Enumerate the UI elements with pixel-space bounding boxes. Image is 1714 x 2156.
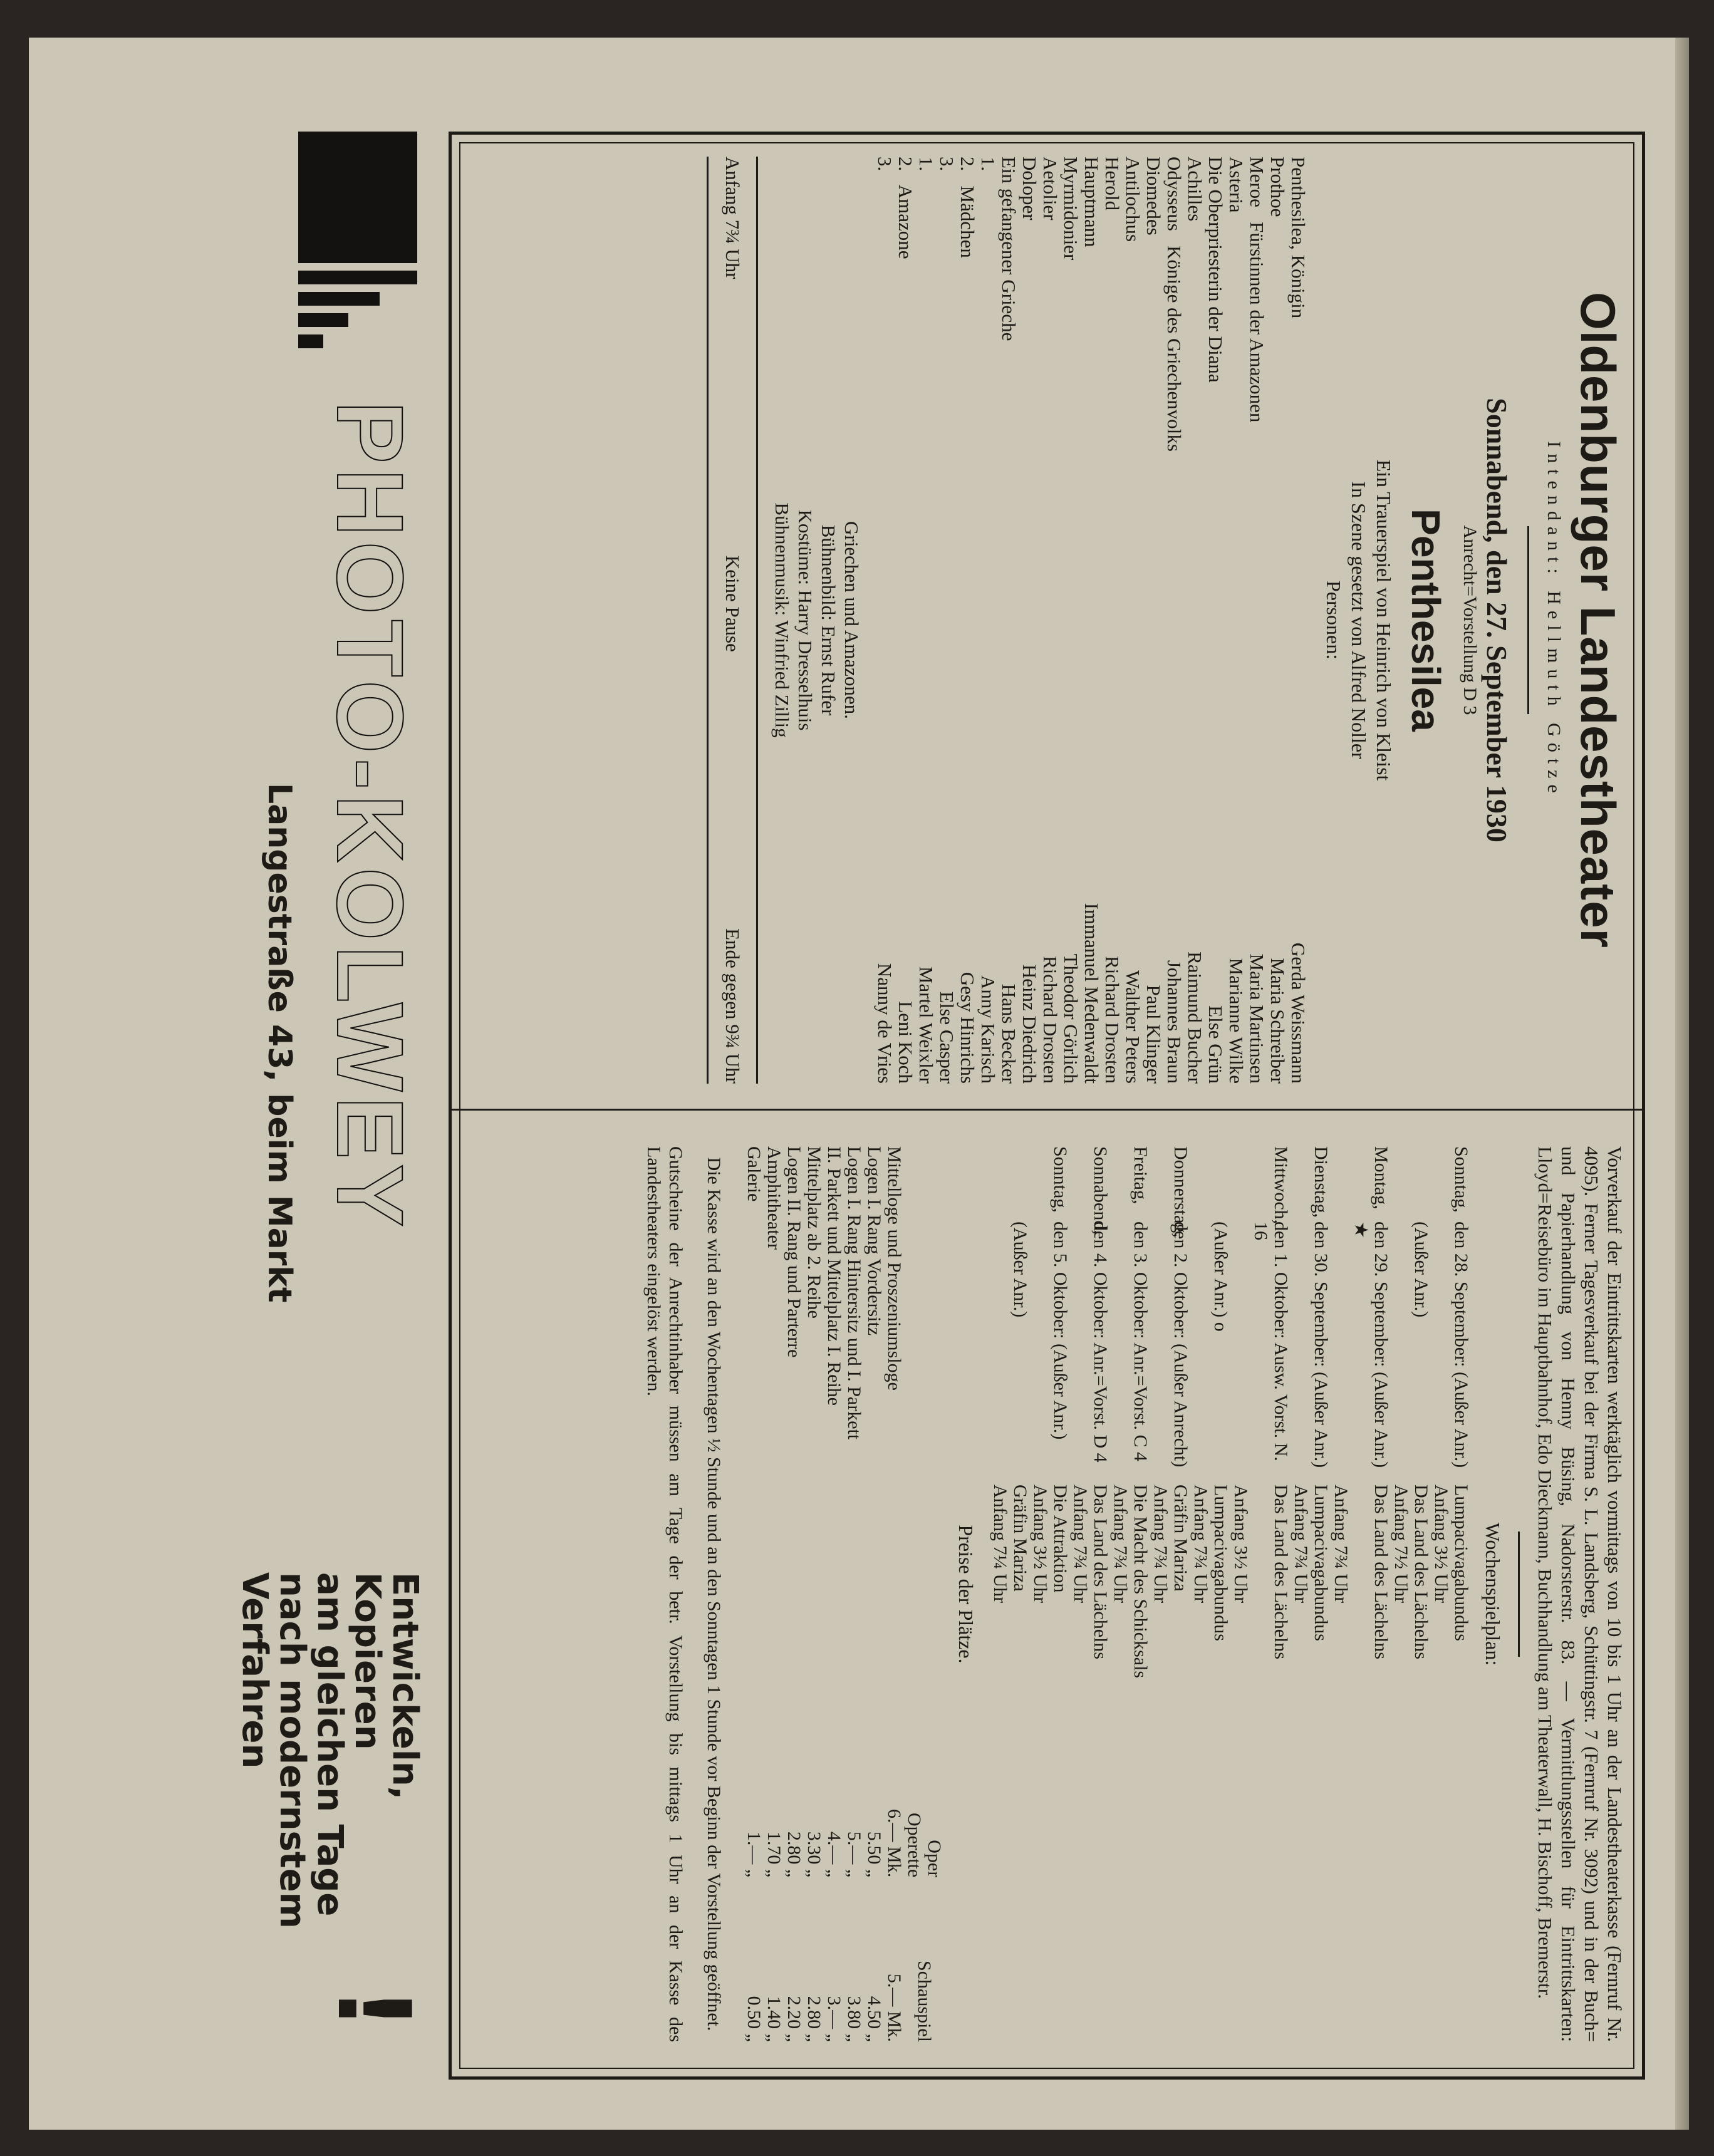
cast-role: Die Oberpriesterin der Diana [1205, 157, 1227, 383]
performance-date: Sonnabend, den 27. September 1930 [1481, 398, 1513, 842]
schedule-title: Wochenspielplan: [1482, 1522, 1504, 1666]
price-row [764, 1146, 784, 2042]
cast-actor: Immanuel Medenwaldt [1081, 903, 1103, 1084]
schedule-day [1230, 1146, 1250, 1221]
schedule-play: Anfang 7½ Uhr [1391, 1485, 1411, 1604]
cast-role: Doloper [1019, 157, 1041, 220]
schedule-date: den 30. September: (Außer Anr.) [1311, 1221, 1331, 1468]
intendant: Intendant: Hellmuth Götze [1544, 441, 1564, 799]
schedule-play: Das Land des Lächelns [1411, 1485, 1431, 1660]
price-row [844, 1146, 864, 2042]
schedule-day [1070, 1146, 1090, 1221]
price-schauspiel: 4.50 „ [864, 1996, 885, 2042]
performance-column [694, 157, 1626, 1084]
cast-row [1288, 157, 1309, 1084]
price-row [824, 1146, 844, 2042]
cast-actor: Johannes Braun [1163, 960, 1185, 1084]
cast-row [1143, 157, 1164, 1084]
cast-row [1205, 157, 1226, 1084]
schedule-play: Das Land des Lächelns [1270, 1485, 1291, 1660]
cast-role: Asteria [1225, 157, 1247, 213]
schedule-day [990, 1146, 1010, 1221]
schedule-play: Anfang 7¼ Uhr [990, 1485, 1010, 1604]
cast-row [1102, 157, 1123, 1084]
cast-row [895, 157, 916, 1084]
price-place: II. Parkett und Mittelplatz I. Reihe [824, 1146, 844, 1406]
cast-row [1040, 157, 1061, 1084]
schedule-row [1090, 1146, 1110, 2042]
cast-row [1185, 157, 1205, 1084]
schedule-row [1331, 1146, 1351, 2042]
cast-actor: Walther Peters [1122, 970, 1144, 1084]
schedule-date [1331, 1221, 1351, 1485]
schedule-date: den 3. Oktober: Anr.=Vorst. C 4 [1130, 1221, 1151, 1462]
schedule-row [1311, 1146, 1331, 2042]
rotated-content [142, 119, 1670, 2155]
cast-actor: Raimund Bucher [1184, 951, 1206, 1084]
cast-row [1123, 157, 1143, 1084]
price-oper: 5.50 „ [864, 1831, 885, 1878]
schedule-date: (Außer Anr.) [1010, 1221, 1031, 1318]
price-schauspiel: 0.50 „ [744, 1996, 764, 2042]
cast-row [1081, 157, 1102, 1084]
play-title: Penthesilea [1403, 509, 1448, 732]
cast-row [957, 157, 978, 1084]
schedule-day: Freitag, [1130, 1146, 1151, 1205]
cast-role: Aetolier [1039, 157, 1061, 220]
schedule-play: Gräfin Mariza [1170, 1485, 1191, 1592]
cast-row [1019, 157, 1040, 1084]
cast-actor: Maria Schreiber [1267, 958, 1289, 1084]
schedule-day [1291, 1146, 1311, 1221]
cast-role: Prothoe [1267, 157, 1289, 217]
voucher-note: Gutscheine der Anrechtinhaber müssen am Tage der betr. Vorstellung bis mittags 1 Uhr an der Kasse des Landestheaters eingelöst werden. [643, 1146, 686, 2042]
cast-role: 3. [936, 157, 958, 172]
cast-role: 2. Mädchen [957, 157, 979, 258]
weekly-schedule [990, 1146, 1471, 2042]
schedule-day [1391, 1146, 1411, 1221]
price-schauspiel: 3.80 „ [844, 1996, 865, 2042]
cast-actor: Hans Becker [998, 983, 1020, 1084]
schedule-day [1110, 1146, 1130, 1221]
price-row [744, 1146, 764, 2042]
ad-company-name: PHOTO-KOLWEY [318, 401, 423, 1232]
schedule-date [1190, 1221, 1210, 1485]
schedule-day: Montag, [1371, 1146, 1391, 1210]
cast-actor: Heinz Diedrich [1019, 964, 1041, 1084]
cast-row [1164, 157, 1185, 1084]
performance-times [721, 157, 744, 1084]
cast-row [978, 157, 999, 1084]
cast-row [916, 157, 937, 1084]
price-schauspiel: 1.40 „ [764, 1996, 784, 2042]
cast-role: Antilochus [1122, 157, 1144, 242]
price-schauspiel: 2.80 „ [804, 1996, 824, 2042]
schedule-date [1030, 1221, 1050, 1485]
schedule-date: den 4. Oktober: Anr.=Vorst. D 4 [1090, 1221, 1111, 1463]
subscription: Anrecht=Vorstellung D 3 [1460, 525, 1480, 715]
schedule-play: Das Land des Lächelns [1371, 1485, 1391, 1660]
price-row [784, 1146, 804, 2042]
schedule-day: Mittwoch, [1270, 1146, 1291, 1225]
cast-role: Achilles [1184, 157, 1206, 222]
schedule-day [1150, 1146, 1170, 1221]
schedule-play: Lumpacivagabundus [1311, 1485, 1331, 1641]
schedule-play: Anfang 7¾ Uhr [1190, 1485, 1211, 1604]
schedule-row [1431, 1146, 1451, 2042]
cast-row [1267, 157, 1288, 1084]
schedule-date: den 5. Oktober: (Außer Anr.) [1050, 1221, 1071, 1440]
schedule-date: den 1. Oktober: Ausw. Vorst. N. 16 [1250, 1221, 1291, 1461]
schedule-row [1291, 1146, 1311, 2042]
price-place: Galerie [744, 1146, 764, 1202]
cast-actor: Gesy Hinrichs [957, 972, 979, 1084]
cast-actor: Maria Martinsen [1246, 953, 1268, 1084]
cast-role: Penthesilea, Königin [1287, 157, 1309, 319]
cast-role: Myrmidonier [1060, 157, 1082, 261]
schedule-day [1331, 1146, 1351, 1221]
schedule-row [1230, 1146, 1250, 2042]
price-oper: 1.70 „ [764, 1831, 784, 1878]
schedule-row [1250, 1146, 1291, 2042]
schedule-date [990, 1221, 1010, 1485]
schedule-day: Donnerstag, [1170, 1146, 1191, 1238]
schedule-date [1110, 1221, 1130, 1485]
schedule-date [1150, 1221, 1170, 1485]
cast-actor: Richard Drosten [1039, 955, 1061, 1084]
schedule-row [1150, 1146, 1170, 2042]
schedule-day: Dienstag, [1311, 1146, 1331, 1218]
cast-actor: Nanny de Vries [874, 963, 896, 1084]
credits: Griechen und Amazonen. Bühnenbild: Ernst Rufer Kostüme: Harry Dresselhuis Bühnenmusik: Winfried Zillig [771, 502, 863, 738]
column-divider [449, 1109, 1645, 1111]
cast-row [1061, 157, 1081, 1084]
price-place: Mittelloge und Proszeniumsloge [884, 1146, 905, 1391]
cast-role: Diomedes [1143, 157, 1165, 236]
cast-actor: Richard Drosten [1101, 955, 1123, 1084]
schedule-day [1030, 1146, 1050, 1221]
schedule-date: den 28. September: (Außer Anr.) [1451, 1221, 1472, 1468]
price-oper: 6.— Mk. [884, 1809, 905, 1878]
schedule-date [1291, 1221, 1311, 1485]
prices-title: Preise der Plätze. [955, 1525, 977, 1664]
cast-actor: Theodor Görlich [1060, 953, 1082, 1084]
schedule-date [1391, 1221, 1411, 1485]
schedule-play: Lumpacivagabundus [1451, 1485, 1472, 1641]
schedule-row [1391, 1146, 1411, 2042]
schedule-day [1431, 1146, 1451, 1221]
schedule-play: Anfang 3½ Uhr [1030, 1485, 1051, 1604]
schedule-play: Die Attraktion [1050, 1485, 1071, 1593]
price-row [804, 1146, 824, 2042]
cast-actor: Else Grün [1205, 1005, 1227, 1084]
schedule-date: (Außer Anr.) [1411, 1221, 1431, 1318]
schedule-row [1030, 1146, 1050, 2042]
schedule-day [1210, 1146, 1230, 1221]
cast-row [999, 157, 1019, 1084]
schedule-date [1431, 1221, 1451, 1485]
price-table: Oper Operette Schauspiel Mittelloge und Proszeniumsloge 6.— Mk. 5.— Mk. Logen I. Rang Vordersitz 5.50 „ 4.50 „ Logen I. Rang Hintersitz und I. Parkett 5.— „ 3.80 „ II. Parkett und Mittelplatz I. Reihe 4.— „ 3.— „ Mittelplatz ab 2. Reihe 3.30 „ 2.80 „ Logen II. Rang und Parterre 2.80 „ 2.20 „ Amphitheater 1.70 „ 1.40 „ Galerie 1.— „ 0.50 „ [744, 1146, 945, 2042]
schedule-date [1070, 1221, 1090, 1485]
schedule-play: Anfang 7¾ Uhr [1291, 1485, 1311, 1604]
cast-actor: Marianne Wilke [1225, 958, 1247, 1084]
cast-list [875, 157, 1309, 1084]
schedule-row [1210, 1146, 1230, 2042]
schedule-date: den 29. September: (Außer Anr.) ★ [1351, 1221, 1391, 1468]
schedule-play: Anfang 7¾ Uhr [1331, 1485, 1351, 1604]
schedule-day [1190, 1146, 1210, 1221]
cast-actor: Else Casper [936, 991, 958, 1084]
schedule-row [1050, 1146, 1070, 2042]
schedule-row [1190, 1146, 1210, 2042]
cast-row [875, 157, 895, 1084]
price-oper: 5.— „ [844, 1831, 865, 1878]
cast-actor: Martel Weixler [915, 966, 937, 1084]
schedule-play: Lumpacivagabundus [1210, 1485, 1231, 1641]
price-row [864, 1146, 884, 2042]
schedule-date [1230, 1221, 1250, 1485]
price-place: Logen II. Rang und Parterre [784, 1146, 804, 1358]
price-schauspiel: 2.20 „ [784, 1996, 804, 2042]
price-oper: 2.80 „ [784, 1831, 804, 1878]
cast-row [937, 157, 957, 1084]
schedule-play: Anfang 3½ Uhr [1431, 1485, 1452, 1604]
cast-actor: Gerda Weissmann [1287, 942, 1309, 1084]
info-column [643, 1146, 1626, 2042]
cast-role: 1. [915, 157, 937, 172]
ad-address: Langestraße 43, beim Markt [261, 783, 298, 1303]
cast-role: Ein gefangener Grieche [998, 157, 1020, 341]
schedule-day [1010, 1146, 1030, 1221]
schedule-row [1351, 1146, 1391, 2042]
schedule-row [1070, 1146, 1090, 2042]
play-director: In Szene gesetzt von Alfred Noller [1348, 481, 1370, 759]
cast-role: 1. [977, 157, 999, 172]
ad-slogan: Entwickeln, Kopieren am gleichen Tage nach modernstem Verfahren [234, 1572, 425, 1929]
exclamation-mark-icon: ! [315, 1986, 432, 2031]
schedule-row [1451, 1146, 1471, 2042]
schedule-row [990, 1146, 1010, 2042]
price-oper: 3.30 „ [804, 1831, 824, 1878]
schedule-day: Sonntag, [1050, 1146, 1071, 1213]
cast-row [1226, 157, 1247, 1084]
play-subtitle: Ein Trauerspiel von Heinrich von Kleist [1373, 459, 1395, 781]
schedule-day: Sonntag, [1451, 1146, 1472, 1213]
schedule-day [1411, 1146, 1431, 1221]
persons-label: Personen: [1322, 580, 1345, 660]
cast-actor: Anny Karisch [977, 975, 999, 1084]
cast-row [1247, 157, 1267, 1084]
schedule-row [1170, 1146, 1190, 2042]
price-schauspiel: 5.— Mk. [884, 1973, 905, 2042]
cast-actor: Paul Klinger [1143, 985, 1165, 1084]
schedule-day: Sonnabend, [1090, 1146, 1111, 1235]
schedule-play: Anfang 7¾ Uhr [1150, 1485, 1171, 1604]
theater-name: Oldenburger Landestheater [1571, 292, 1626, 948]
schedule-play: Die Macht des Schicksals [1130, 1485, 1151, 1679]
price-oper: 4.— „ [824, 1831, 844, 1878]
presale-info: Vorverkauf der Eintrittskarten werktäglich vormittags von 10 bis 1 Uhr an der Landestheaterkasse (Fernruf Nr. 4095). Ferner Tagesverkauf bei der Firma S. L. Landsberg, Schüttingstr. 7 (Fernruf Nr. 3092) und in der Buch= und Papierhandlung von Henny Büsing, Nadorsterstr. 83. — Vermittlungsstellen für Eintrittskarten: Lloyd=Reisebüro im Hauptbahnhof, Edo Dieckmann, Buchhandlung am Theaterwall, H. Bischoff, Bremerstr. [1534, 1146, 1626, 2042]
schedule-play: Anfang 7¾ Uhr [1110, 1485, 1131, 1604]
cast-actor: Leni Koch [895, 1001, 917, 1084]
price-place: Mittelplatz ab 2. Reihe [804, 1146, 824, 1319]
cast-role: Herold [1101, 157, 1123, 211]
cast-role: Odysseus Könige des Griechenvolks [1163, 157, 1185, 452]
schedule-play: Anfang 7¾ Uhr [1070, 1485, 1091, 1604]
price-place: Logen I. Rang Hintersitz und I. Parkett [844, 1146, 865, 1440]
schedule-play: Das Land des Lächelns [1090, 1485, 1111, 1660]
program-page [29, 38, 1689, 2130]
schedule-play: Anfang 3½ Uhr [1230, 1485, 1251, 1604]
box-office-note: Die Kasse wird an den Wochentagen ½ Stunde und an den Sonntagen 1 Stunde vor Beginn der Vorstellung geöffnet. [704, 1157, 724, 2031]
cast-role: 2. Amazone [895, 157, 917, 259]
price-place: Amphitheater [764, 1146, 784, 1250]
schedule-date: (Außer Anr.) o [1210, 1221, 1231, 1332]
schedule-row [1110, 1146, 1130, 2042]
price-oper: 1.— „ [744, 1831, 764, 1878]
schedule-date: den 2. Oktober: (Außer Anrecht) [1170, 1221, 1191, 1468]
pause-info: Keine Pause [722, 555, 744, 652]
cast-role: 3. [874, 157, 896, 172]
price-row [884, 1146, 904, 2042]
schedule-row [1010, 1146, 1030, 2042]
kolwey-logo [298, 132, 417, 382]
cast-role: Hauptmann [1081, 157, 1103, 247]
schedule-play: Gräfin Mariza [1010, 1485, 1031, 1592]
price-schauspiel: 3.— „ [824, 1996, 844, 2042]
cast-role: Meroe Fürstinnen der Amazonen [1246, 157, 1268, 423]
end-time: Ende gegen 9¾ Uhr [722, 928, 744, 1084]
schedule-row [1411, 1146, 1431, 2042]
photo-kolwey-ad [154, 132, 432, 2080]
start-time: Anfang 7¾ Uhr [722, 157, 744, 279]
schedule-row [1130, 1146, 1150, 2042]
price-place: Logen I. Rang Vordersitz [864, 1146, 885, 1336]
